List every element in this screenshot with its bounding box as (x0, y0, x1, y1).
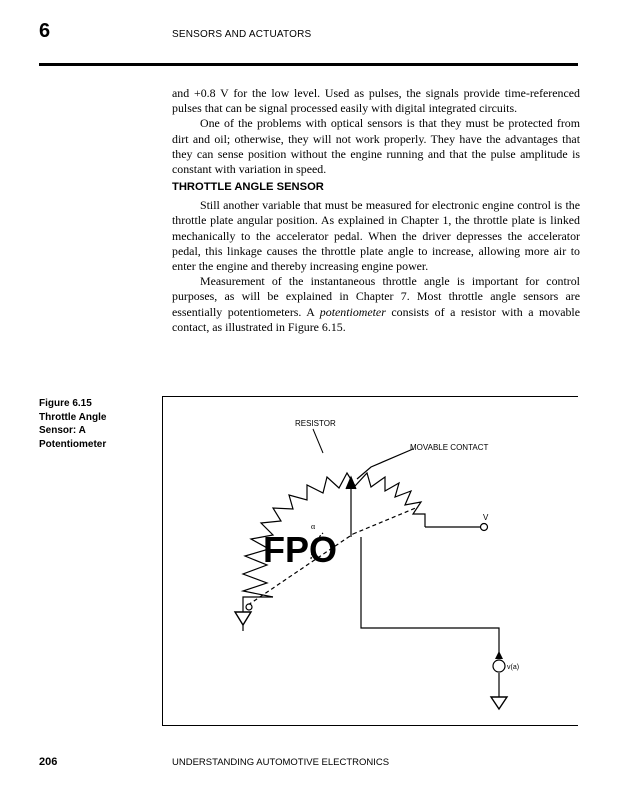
caption-line: Throttle Angle (39, 411, 107, 423)
paragraph-4 (172, 274, 580, 335)
potentiometer-diagram (163, 397, 579, 727)
output-arrow (495, 651, 503, 659)
figure-caption (39, 397, 149, 451)
body-text (172, 86, 580, 335)
page-number: 206 (39, 756, 58, 768)
fpo-placeholder: FPO (263, 529, 338, 570)
potentiometer-figure (162, 396, 578, 726)
section-heading: THROTTLE ANGLE SENSOR (172, 181, 324, 194)
paragraph-1: and +0.8 V for the low level. Used as pulses, the signals provide time-referenced pulses that can be signal processed easily with digital integrated circuits. (172, 86, 580, 116)
ground-symbol-left (235, 612, 251, 625)
resistor-label: RESISTOR (295, 419, 336, 428)
potentiometer-term: potentiometer (319, 304, 386, 319)
caption-line: Potentiometer (39, 438, 107, 450)
v-label: V (483, 513, 489, 522)
alpha-label: α (311, 522, 316, 531)
chapter-title: SENSORS AND ACTUATORS (172, 29, 312, 40)
ground-symbol-right (491, 697, 507, 709)
vout-label: v(a) (507, 664, 520, 671)
caption-line: Figure 6.15 (39, 398, 92, 409)
movable-contact-label: MOVABLE CONTACT (410, 443, 489, 452)
paragraph-4-start: Measurement of the instantaneous throttle angle is important for control purposes, as will be explained in Chapter 7. Most throttle angle sensors are essentially potentiometers. A (172, 274, 580, 319)
pivot-terminal (246, 604, 252, 610)
caption-line: Sensor: A (39, 425, 86, 436)
paragraph-2: One of the problems with optical sensors is that they must be protected from dirt and oil; otherwise, they will not work properly. They have the advantages that they can sense position without the engine running and that the pulse amplitude is constant with variation in speed. (172, 116, 580, 177)
output-terminal (493, 660, 505, 672)
paragraph-4-end: consists of a resistor with a movable contact, as illustrated in Figure 6.15. (172, 304, 580, 334)
book-title: UNDERSTANDING AUTOMOTIVE ELECTRONICS (172, 757, 390, 768)
v-terminal (481, 524, 488, 531)
wiper-arrow (346, 477, 356, 489)
chapter-number: 6 (39, 20, 51, 42)
header-rule (39, 63, 578, 66)
wire-to-output (361, 537, 499, 659)
paragraph-3: Still another variable that must be measured for electronic engine control is the throttle plate angular position. As explained in Chapter 1, the throttle plate is linked mechanically to the accelerator pedal. When the driver depresses the accelerator pedal, this linkage causes the throttle plate angle to increase, allowing more air to enter the engine and thereby increasing engine power. (172, 198, 580, 274)
